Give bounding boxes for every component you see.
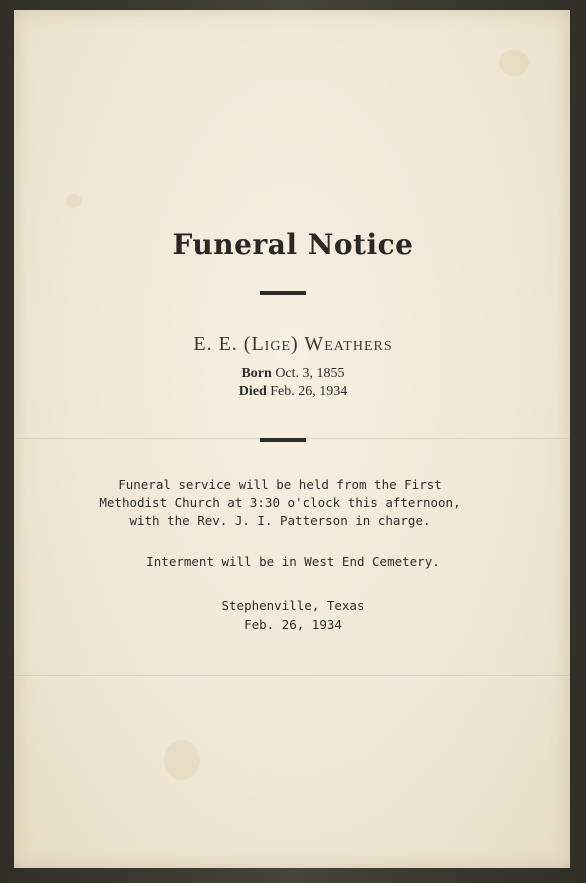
name-surname: Weathers: [298, 333, 393, 355]
city-line: Stephenville, Texas: [221, 598, 365, 613]
date-line: Feb. 26, 1934: [244, 617, 342, 632]
born-label: Born: [241, 366, 272, 381]
paper-stain: [499, 50, 529, 76]
died-line: [0, 383, 586, 401]
died-date: Feb. 26, 1934: [270, 384, 348, 399]
service-paragraph: [90, 476, 470, 530]
divider-rule: [260, 438, 306, 442]
born-date: Oct. 3, 1855: [275, 366, 345, 381]
place-and-date: [0, 596, 586, 634]
paper-stain: [66, 194, 82, 208]
service-line: Funeral service will be held from the First: [118, 477, 442, 492]
notice-title: Funeral Notice: [172, 228, 414, 261]
name-nickname: (Lige): [243, 333, 299, 355]
life-dates: [0, 365, 586, 401]
died-label: Died: [238, 384, 267, 399]
divider-rule: [260, 291, 306, 295]
interment-line: Interment will be in West End Cemetery.: [146, 554, 440, 569]
born-line: [0, 365, 586, 383]
deceased-name: [0, 333, 586, 356]
paper-stain: [164, 740, 200, 780]
service-line: Methodist Church at 3:30 o'clock this afternoon,: [99, 495, 461, 510]
name-initials: E. E.: [193, 333, 244, 355]
service-line: with the Rev. J. I. Patterson in charge.: [129, 513, 431, 528]
paper-fold-crease: [14, 675, 570, 677]
